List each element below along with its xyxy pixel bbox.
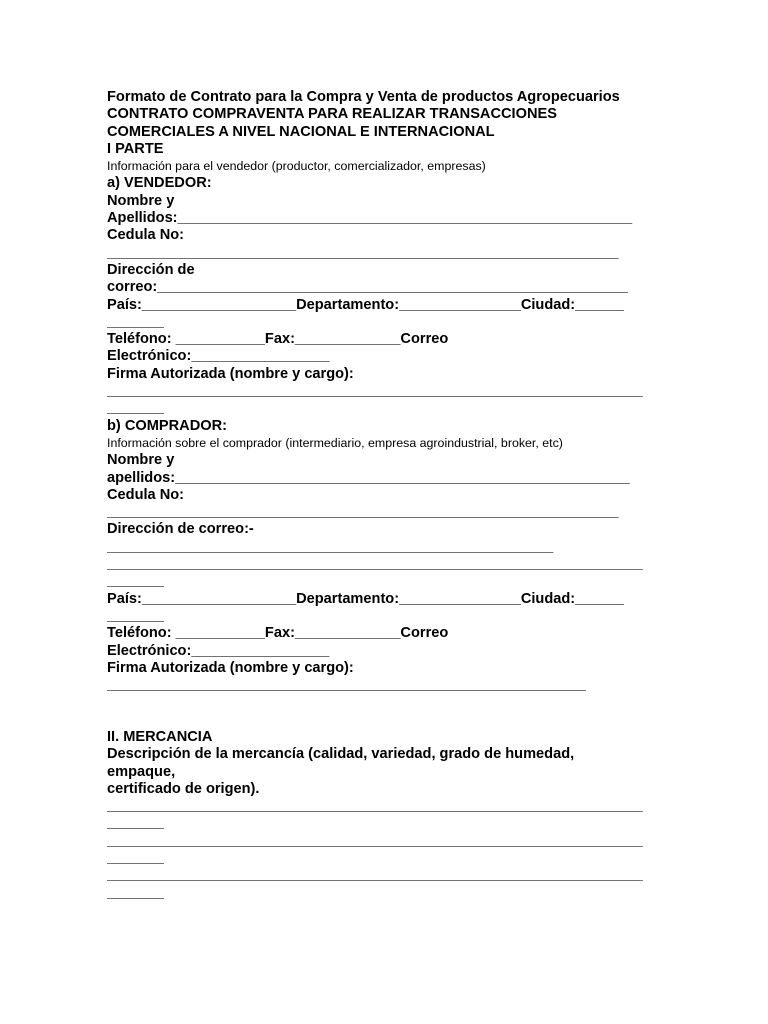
document-title: Formato de Contrato para la Compra y Venta de productos Agropecuarios bbox=[107, 89, 620, 105]
buyer-phone-field[interactable]: Teléfono: ___________Fax:_____________Correo bbox=[107, 625, 449, 642]
buyer-email-field[interactable]: Electrónico:_________________ bbox=[107, 642, 330, 659]
spacer bbox=[107, 712, 667, 729]
goods-description-line-1: Descripción de la mercancía (calidad, variedad, grado de humedad, bbox=[107, 746, 575, 763]
buyer-signature-label: Firma Autorizada (nombre y cargo): bbox=[107, 659, 354, 676]
seller-surname-field[interactable]: Apellidos:________________________________________________________ bbox=[107, 210, 633, 227]
seller-id-field[interactable]: _______________________________________________________________ bbox=[107, 244, 619, 261]
seller-signature-label: Firma Autorizada (nombre y cargo): bbox=[107, 365, 354, 382]
seller-location-field[interactable]: País:___________________Departamento:_______________Ciudad:______ bbox=[107, 296, 624, 313]
buyer-address-field[interactable]: _______________________________________________________ bbox=[107, 538, 554, 555]
goods-description-line-2: empaque, bbox=[107, 763, 176, 780]
part-heading: I PARTE bbox=[107, 140, 164, 157]
document-subtitle-line-1: CONTRATO COMPRAVENTA PARA REALIZAR TRANSACCIONES bbox=[107, 106, 557, 123]
goods-field-2[interactable]: __________________________________________________________________ bbox=[107, 832, 643, 849]
seller-name-label: Nombre y bbox=[107, 192, 175, 209]
document-subtitle-line-2: COMERCIALES A NIVEL NACIONAL E INTERNACIONAL bbox=[107, 123, 495, 140]
buyer-signature-field[interactable]: ___________________________________________________________ bbox=[107, 677, 586, 694]
seller-address-label: Dirección de bbox=[107, 261, 195, 278]
seller-heading: a) VENDEDOR: bbox=[107, 175, 212, 192]
seller-signature-field-continued[interactable]: _______ bbox=[107, 400, 164, 417]
goods-field-3[interactable]: __________________________________________________________________ bbox=[107, 867, 643, 884]
buyer-address-label: Dirección de correo:- bbox=[107, 521, 254, 538]
seller-intro: Información para el vendedor (productor, comercializador, empresas) bbox=[107, 159, 486, 174]
spacer bbox=[107, 694, 667, 711]
buyer-id-field[interactable]: _______________________________________________________________ bbox=[107, 504, 619, 521]
goods-field-1[interactable]: __________________________________________________________________ bbox=[107, 798, 643, 815]
goods-description-line-3: certificado de origen). bbox=[107, 780, 260, 797]
buyer-location-field[interactable]: País:___________________Departamento:_______________Ciudad:______ bbox=[107, 590, 624, 607]
buyer-intro: Información sobre el comprador (intermediario, empresa agroindustrial, broker, etc) bbox=[107, 435, 563, 450]
goods-field-3-continued[interactable]: _______ bbox=[107, 884, 164, 901]
buyer-address-field-3[interactable]: _______ bbox=[107, 573, 164, 590]
goods-heading: II. MERCANCIA bbox=[107, 728, 213, 745]
buyer-heading: b) COMPRADOR: bbox=[107, 417, 227, 434]
goods-field-2-continued[interactable]: _______ bbox=[107, 850, 164, 867]
buyer-address-field-2[interactable]: __________________________________________________________________ bbox=[107, 556, 643, 573]
buyer-surname-field[interactable]: apellidos:________________________________________________________ bbox=[107, 469, 630, 486]
seller-signature-field[interactable]: __________________________________________________________________ bbox=[107, 383, 643, 400]
buyer-location-field-continued[interactable]: _______ bbox=[107, 607, 164, 624]
seller-id-label: Cedula No: bbox=[107, 227, 185, 244]
contract-document bbox=[107, 89, 667, 902]
seller-phone-field[interactable]: Teléfono: ___________Fax:_____________Correo bbox=[107, 331, 449, 348]
seller-address-field[interactable]: correo:__________________________________________________________ bbox=[107, 279, 629, 296]
goods-field-1-continued[interactable]: _______ bbox=[107, 815, 164, 832]
buyer-name-label: Nombre y bbox=[107, 452, 175, 469]
seller-location-field-continued[interactable]: _______ bbox=[107, 313, 164, 330]
buyer-id-label: Cedula No: bbox=[107, 486, 185, 503]
seller-email-field[interactable]: Electrónico:_________________ bbox=[107, 348, 330, 365]
